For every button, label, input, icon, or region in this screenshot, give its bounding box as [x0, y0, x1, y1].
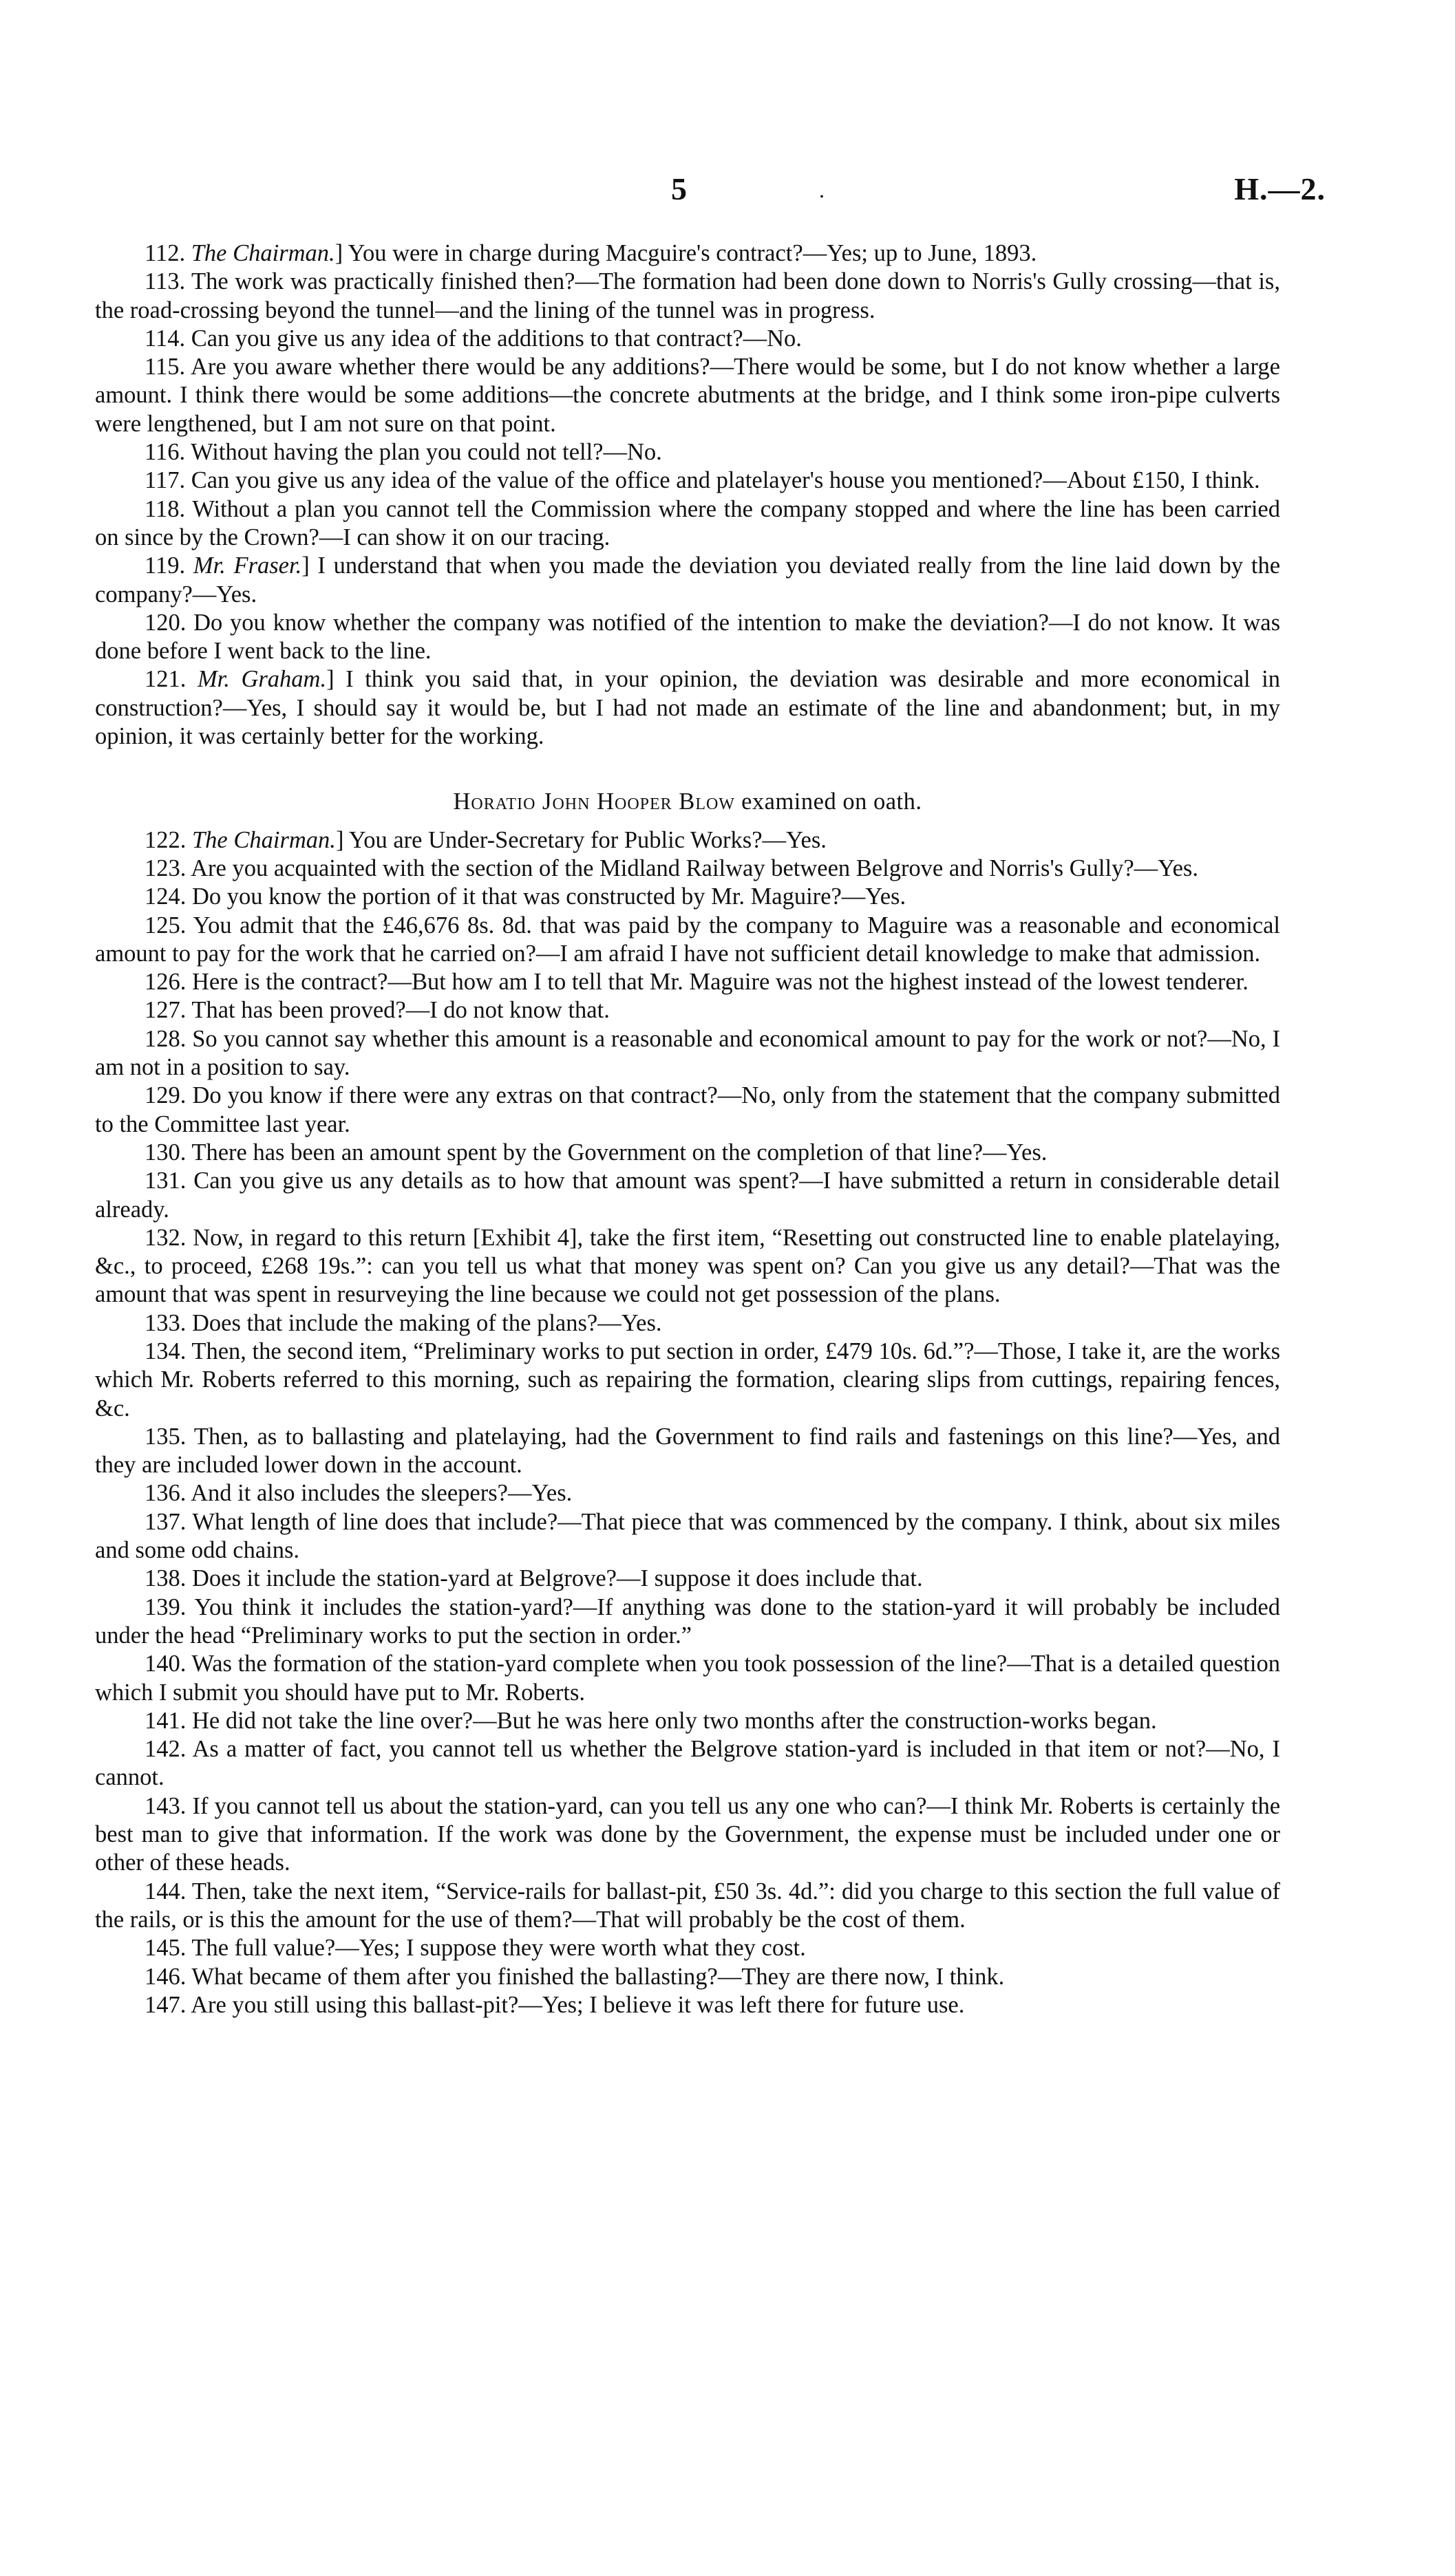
question-number: 137.	[145, 1508, 187, 1535]
question-number: 140.	[145, 1651, 187, 1677]
question-text: Was the formation of the station-yard complete when you took possession of the line?—That is a detailed question which I submit you should have put to Mr. Roberts.	[95, 1651, 1280, 1706]
question-text: The work was practically finished then?—The formation had been done down to Norris's Gully crossing—that is, the road-crossing beyond the tunnel—and the lining of the tunnel was in progress.	[95, 268, 1280, 323]
question-text: Here is the contract?—But how am I to tell that Mr. Maguire was not the highest instead of the lowest tenderer.	[192, 969, 1249, 996]
question-number: 145.	[145, 1935, 187, 1962]
question-paragraph	[95, 996, 1280, 1024]
question-paragraph	[95, 968, 1280, 996]
question-text: As a matter of fact, you cannot tell us whether the Belgrove station-yard is included in that item or not?—No, I cannot.	[95, 1736, 1280, 1791]
question-paragraph	[95, 1479, 1280, 1507]
question-text: Do you know the portion of it that was constructed by Mr. Maguire?—Yes.	[192, 883, 906, 910]
question-number: 113.	[145, 268, 186, 295]
question-number: 116.	[145, 439, 186, 466]
speaker-name: Mr. Fraser.	[193, 552, 302, 579]
question-text: Can you give us any idea of the additions to that contract?—No.	[191, 325, 802, 352]
question-number: 136.	[145, 1480, 187, 1507]
question-number: 112.	[145, 240, 186, 266]
question-text: And it also includes the sleepers?—Yes.	[191, 1480, 573, 1507]
question-text: There has been an amount spent by the Government on the completion of that line?—Yes.	[191, 1139, 1048, 1166]
question-number: 131.	[145, 1168, 187, 1194]
question-text: Does that include the making of the plans?—Yes.	[192, 1309, 662, 1336]
question-paragraph	[95, 1423, 1280, 1480]
question-number: 132.	[145, 1224, 187, 1251]
question-number: 126.	[145, 969, 187, 996]
question-number: 147.	[145, 1991, 187, 2018]
question-number: 146.	[145, 1963, 187, 1990]
question-text: Are you acquainted with the section of the Midland Railway between Belgrove and Norris's Gully?—Yes.	[191, 855, 1198, 881]
question-paragraph	[95, 1934, 1280, 1962]
question-text: What length of line does that include?—That piece that was commenced by the company. I think, about six miles and some odd chains.	[95, 1508, 1280, 1564]
question-number: 115.	[145, 354, 186, 380]
question-paragraph	[95, 912, 1280, 969]
question-paragraph	[95, 466, 1280, 495]
question-text: He did not take the line over?—But he was here only two months after the construction-works began.	[192, 1707, 1157, 1734]
page-reference: H.—2.	[1234, 171, 1326, 206]
question-paragraph	[95, 609, 1280, 666]
question-number: 144.	[145, 1878, 187, 1904]
question-paragraph	[95, 1707, 1280, 1735]
question-paragraph	[95, 1082, 1280, 1139]
question-paragraph	[95, 1167, 1280, 1224]
question-paragraph	[95, 495, 1280, 552]
question-paragraph	[95, 353, 1280, 438]
question-paragraph	[95, 855, 1280, 883]
testimony-block-second	[95, 826, 1280, 2019]
question-number: 130.	[145, 1139, 187, 1166]
question-paragraph	[95, 325, 1280, 353]
question-text: ] I think you said that, in your opinion, the deviation was desirable and more economical in construction?—Yes, I should say it would be, but I had not made an estimate of the line and abandonment; but, in my opinion, it was certainly better for the working.	[95, 666, 1280, 750]
question-number: 121.	[145, 666, 187, 693]
question-paragraph	[95, 883, 1280, 911]
question-text: Then, as to ballasting and platelaying, had the Government to find rails and fastenings on this line?—Yes, and they are included lower down in the account.	[95, 1423, 1280, 1479]
question-number: 125.	[145, 912, 187, 938]
question-text: You think it includes the station-yard?—If anything was done to the station-yard it will probably be included under the head “Preliminary works to put the section in order.”	[95, 1593, 1280, 1649]
question-paragraph	[95, 1309, 1280, 1338]
question-paragraph	[95, 665, 1280, 751]
question-paragraph	[95, 552, 1280, 609]
question-paragraph	[95, 1735, 1280, 1792]
question-number: 141.	[145, 1707, 187, 1734]
page-number: 5	[671, 171, 687, 206]
question-paragraph	[95, 1139, 1280, 1167]
question-text: Then, the second item, “Preliminary works to put section in order, £479 10s. 6d.”?—Those, I take it, are the works which Mr. Roberts referred to this morning, such as repairing the formation, clearing slips from cuttings, repairing fences, &c.	[95, 1338, 1280, 1421]
question-paragraph	[95, 1593, 1280, 1651]
question-number: 118.	[145, 495, 186, 522]
question-number: 114.	[145, 325, 186, 352]
question-number: 124.	[145, 883, 187, 910]
question-text: That has been proved?—I do not know that.	[191, 997, 610, 1024]
question-number: 122.	[145, 826, 187, 853]
speaker-name: The Chairman.	[192, 826, 336, 853]
witness-heading	[95, 788, 1280, 816]
question-paragraph	[95, 1025, 1280, 1082]
question-paragraph	[95, 1650, 1280, 1707]
question-paragraph	[95, 1963, 1280, 1991]
question-paragraph	[95, 1792, 1280, 1878]
question-text: Are you aware whether there would be any additions?—There would be some, but I do not know whether a large amount. I think there would be some additions—the concrete abutments at the bridge, and I think some iron-pipe culverts were lengthened, but I am not sure on that point.	[95, 354, 1280, 437]
question-number: 142.	[145, 1736, 187, 1763]
question-number: 129.	[145, 1082, 187, 1109]
question-text: The full value?—Yes; I suppose they were worth what they cost.	[191, 1935, 806, 1962]
question-text: What became of them after you finished the ballasting?—They are there now, I think.	[191, 1963, 1005, 1990]
question-number: 138.	[145, 1565, 187, 1592]
question-text: ] I understand that when you made the deviation you deviated really from the line laid down by the company?—Yes.	[95, 552, 1281, 608]
question-paragraph	[95, 826, 1280, 855]
question-text: You admit that the £46,676 8s. 8d. that was paid by the company to Maguire was a reasonable and economical amount to pay for the work that he carried on?—I am afraid I have not sufficient detail knowledge to make that admission.	[95, 912, 1280, 967]
question-paragraph	[95, 1565, 1280, 1593]
question-paragraph	[95, 1224, 1280, 1309]
question-text: Are you still using this ballast-pit?—Yes; I believe it was left there for future use.	[191, 1991, 965, 2018]
question-paragraph	[95, 1508, 1280, 1565]
question-paragraph	[95, 438, 1280, 466]
question-text: Do you know whether the company was notified of the intention to make the deviation?—I do not know. It was done before I went back to the line.	[95, 609, 1281, 665]
question-text: If you cannot tell us about the station-yard, can you tell us any one who can?—I think Mr. Roberts is certainly the best man to give that information. If the work was done by the Government, the expense must be included under one or other of these heads.	[95, 1792, 1281, 1876]
question-number: 135.	[145, 1423, 187, 1450]
question-number: 123.	[145, 855, 187, 881]
speaker-name: The Chairman.	[191, 240, 335, 266]
question-paragraph	[95, 1991, 1280, 2019]
page-header	[0, 171, 1455, 219]
question-text: ] You were in charge during Macguire's contract?—Yes; up to June, 1893.	[334, 240, 1037, 266]
question-number: 134.	[145, 1338, 187, 1364]
question-paragraph	[95, 239, 1280, 268]
question-text: Without a plan you cannot tell the Commission where the company stopped and where the line has been carried on since by the Crown?—I can show it on our tracing.	[95, 495, 1280, 550]
question-paragraph	[95, 268, 1280, 325]
question-number: 139.	[145, 1593, 187, 1620]
question-text: Can you give us any idea of the value of the office and platelayer's house you mentioned?—About £150, I think.	[191, 467, 1260, 494]
question-number: 117.	[145, 467, 186, 494]
question-paragraph	[95, 1878, 1280, 1935]
question-number: 133.	[145, 1309, 187, 1336]
question-text: ] You are Under-Secretary for Public Works?—Yes.	[335, 826, 827, 853]
question-text: Does it include the station-yard at Belgrove?—I suppose it does include that.	[192, 1565, 923, 1592]
question-text: Can you give us any details as to how that amount was spent?—I have submitted a return in considerable detail already.	[95, 1168, 1281, 1223]
witness-heading-rest: examined on oath.	[741, 788, 922, 815]
witness-name: Horatio John Hooper Blow	[453, 788, 735, 815]
question-number: 120.	[145, 609, 187, 636]
question-number: 143.	[145, 1792, 187, 1819]
question-text: Do you know if there were any extras on that contract?—No, only from the statement that the company submitted to the Committee last year.	[95, 1082, 1280, 1137]
question-text: Then, take the next item, “Service-rails for ballast-pit, £50 3s. 4d.”: did you charge to this section the full value of the rails, or is this the amount for the use of them?—That will probably be the cost of them.	[95, 1878, 1280, 1933]
page-body	[95, 239, 1280, 2019]
speaker-name: Mr. Graham.	[197, 666, 327, 693]
question-text: Without having the plan you could not tell?—No.	[191, 439, 662, 466]
question-number: 128.	[145, 1025, 187, 1052]
question-number: 127.	[145, 997, 187, 1024]
question-paragraph	[95, 1338, 1280, 1423]
question-text: So you cannot say whether this amount is a reasonable and economical amount to pay for the work or not?—No, I am not in a position to say.	[95, 1025, 1281, 1081]
testimony-block-first	[95, 239, 1280, 751]
header-dot: .	[819, 178, 825, 202]
question-text: Now, in regard to this return [Exhibit 4], take the first item, “Resetting out constructed line to enable platelaying, &c., to proceed, £268 19s.”: can you tell us what that money was spent on? Can you give us any detail?—That was the amount that was spent in resurveying the line because we could not get possession of the plans.	[95, 1224, 1281, 1308]
question-number: 119.	[145, 552, 186, 579]
